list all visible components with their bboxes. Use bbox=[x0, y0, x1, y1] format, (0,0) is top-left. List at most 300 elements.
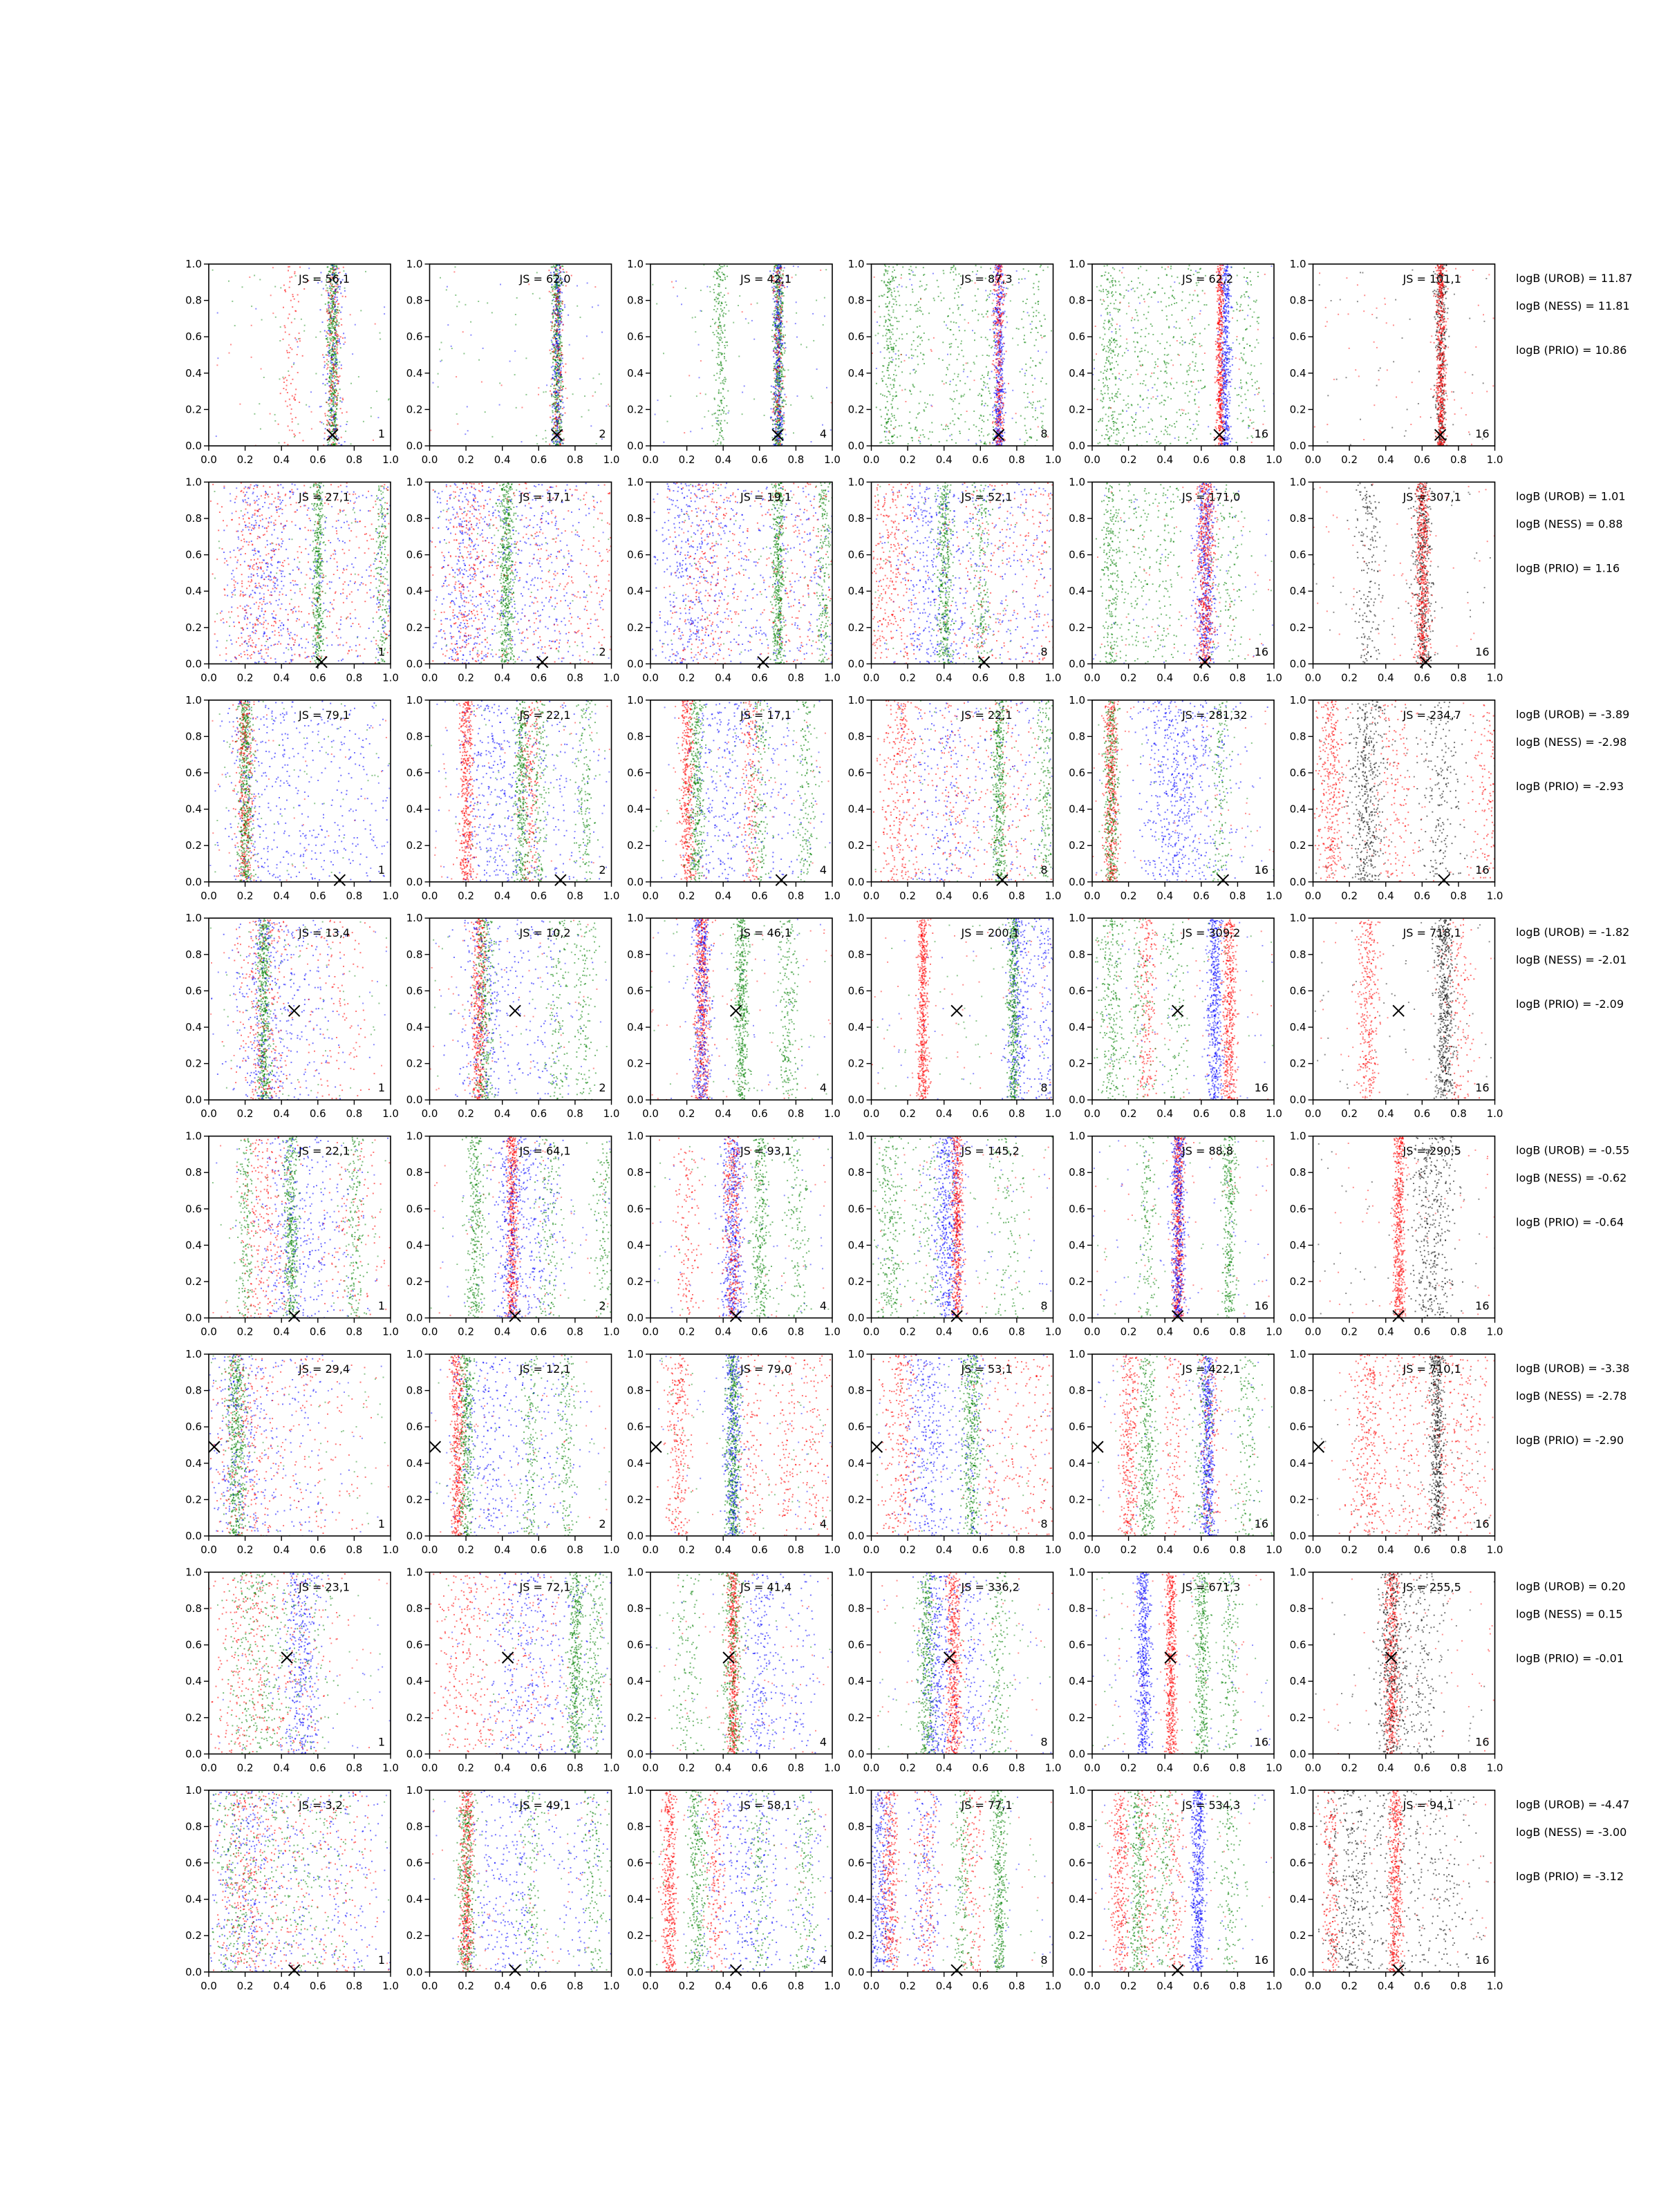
scatter-point bbox=[776, 341, 777, 342]
scatter-point bbox=[727, 422, 728, 424]
scatter-point bbox=[1024, 444, 1026, 445]
scatter-point bbox=[927, 403, 928, 404]
scatter-point bbox=[940, 292, 941, 294]
scatter-point bbox=[327, 383, 328, 384]
scatter-point bbox=[328, 293, 329, 294]
scatter-point bbox=[718, 348, 719, 350]
scatter-point bbox=[947, 426, 948, 427]
scatter-point bbox=[943, 270, 944, 272]
scatter-point bbox=[912, 355, 914, 357]
scatter-point bbox=[1001, 396, 1002, 397]
scatter-point bbox=[376, 391, 377, 392]
x-tick-label: 0.8 bbox=[787, 453, 804, 466]
scatter-point bbox=[335, 402, 336, 403]
scatter-point bbox=[1005, 327, 1006, 328]
scatter-point bbox=[684, 432, 685, 433]
scatter-point bbox=[776, 421, 777, 422]
scatter-point bbox=[724, 330, 726, 331]
scatter-point bbox=[332, 419, 334, 420]
scatter-point bbox=[328, 442, 329, 443]
scatter-point bbox=[558, 304, 559, 306]
scatter-point bbox=[327, 320, 328, 321]
scatter-point bbox=[1040, 335, 1042, 336]
scatter-point bbox=[332, 307, 333, 308]
scatter-point bbox=[1003, 299, 1004, 301]
scatter-point bbox=[997, 409, 998, 411]
scatter-point bbox=[882, 335, 883, 337]
scatter-point bbox=[934, 300, 935, 301]
scatter-point bbox=[994, 397, 995, 398]
scatter-point bbox=[784, 353, 785, 354]
scatter-point bbox=[343, 332, 344, 334]
scatter-point bbox=[894, 370, 896, 371]
scatter-point bbox=[336, 317, 337, 319]
scatter-point bbox=[881, 424, 882, 426]
x-tick-label: 0.6 bbox=[310, 453, 326, 466]
scatter-point bbox=[333, 317, 335, 318]
scatter-point bbox=[297, 341, 298, 342]
scatter-point bbox=[891, 413, 892, 415]
scatter-point bbox=[889, 301, 890, 303]
scatter-point bbox=[996, 268, 997, 270]
scatter-point bbox=[556, 379, 558, 380]
scatter-point bbox=[329, 403, 330, 404]
scatter-point bbox=[560, 306, 561, 307]
scatter-point bbox=[700, 360, 702, 362]
scatter-point bbox=[336, 374, 337, 375]
scatter-point bbox=[553, 306, 554, 308]
scatter-point bbox=[885, 270, 886, 271]
scatter-point bbox=[888, 345, 889, 346]
scatter-point bbox=[957, 359, 958, 360]
scatter-point bbox=[712, 319, 713, 320]
scatter-point bbox=[337, 376, 338, 377]
scatter-point bbox=[341, 324, 342, 326]
scatter-point bbox=[784, 370, 785, 371]
scatter-point bbox=[985, 337, 986, 338]
scatter-point bbox=[963, 395, 964, 397]
scatter-point bbox=[556, 286, 558, 288]
scatter-point bbox=[336, 391, 337, 392]
scatter-point bbox=[560, 408, 561, 409]
scatter-point bbox=[781, 371, 782, 373]
scatter-point bbox=[550, 391, 551, 392]
scatter-point bbox=[778, 291, 779, 292]
scatter-point bbox=[330, 379, 332, 380]
scatter-point bbox=[1001, 368, 1002, 369]
scatter-point bbox=[996, 328, 997, 330]
scatter-point bbox=[992, 415, 993, 416]
scatter-point bbox=[909, 411, 910, 413]
scatter-point bbox=[728, 310, 729, 312]
scatter-point bbox=[993, 427, 994, 428]
scatter-point bbox=[315, 373, 317, 375]
scatter-point bbox=[983, 415, 984, 417]
scatter-point bbox=[721, 311, 722, 312]
scatter-point bbox=[891, 349, 892, 350]
scatter-point bbox=[978, 314, 980, 315]
scatter-point bbox=[714, 323, 715, 324]
scatter-point bbox=[286, 379, 288, 381]
scatter-point bbox=[898, 321, 899, 322]
scatter-point bbox=[571, 275, 572, 276]
scatter-point bbox=[912, 369, 914, 371]
scatter-point bbox=[954, 297, 955, 299]
scatter-point bbox=[912, 384, 914, 385]
scatter-point bbox=[288, 357, 290, 359]
scatter-point bbox=[334, 269, 335, 270]
scatter-point bbox=[239, 404, 241, 405]
scatter-point bbox=[291, 409, 292, 410]
scatter-point bbox=[465, 304, 466, 306]
scatter-point bbox=[344, 288, 346, 289]
scatter-point bbox=[957, 346, 959, 348]
scatter-point bbox=[1000, 423, 1001, 424]
scatter-point bbox=[289, 281, 290, 283]
scatter-point bbox=[994, 311, 995, 312]
scatter-point bbox=[894, 343, 895, 344]
scatter-point bbox=[995, 409, 997, 411]
scatter-point bbox=[995, 320, 996, 321]
scatter-point bbox=[563, 269, 564, 270]
scatter-point bbox=[1026, 433, 1027, 434]
scatter-point bbox=[561, 318, 562, 319]
scatter-point bbox=[910, 373, 911, 375]
scatter-point bbox=[892, 334, 894, 335]
scatter-point bbox=[294, 399, 296, 400]
scatter-point bbox=[994, 294, 995, 295]
scatter-point bbox=[779, 424, 780, 426]
scatter-point bbox=[949, 344, 950, 345]
scatter-point bbox=[334, 377, 335, 379]
scatter-point bbox=[559, 416, 561, 418]
scatter-point bbox=[782, 368, 784, 369]
scatter-point bbox=[339, 322, 340, 324]
scatter-point bbox=[886, 428, 888, 429]
scatter-point bbox=[1001, 419, 1002, 420]
scatter-point bbox=[335, 385, 336, 386]
scatter-point bbox=[882, 365, 883, 366]
scatter-point bbox=[775, 388, 776, 389]
scatter-point bbox=[718, 294, 720, 296]
scatter-point bbox=[722, 396, 724, 397]
scatter-point bbox=[781, 317, 782, 319]
scatter-point bbox=[1005, 392, 1006, 393]
scatter-point bbox=[556, 362, 557, 363]
scatter-point bbox=[559, 346, 561, 348]
scatter-point bbox=[321, 294, 322, 296]
scatter-point bbox=[950, 354, 951, 355]
scatter-point bbox=[552, 357, 554, 359]
scatter-point bbox=[981, 431, 982, 433]
scatter-point bbox=[718, 345, 720, 346]
scatter-point bbox=[325, 428, 326, 429]
scatter-point bbox=[963, 356, 964, 357]
scatter-point bbox=[552, 378, 554, 379]
scatter-point bbox=[342, 337, 344, 339]
scatter-point bbox=[1039, 400, 1040, 402]
scatter-point bbox=[499, 382, 500, 384]
scatter-point bbox=[329, 335, 330, 336]
scatter-point bbox=[1001, 292, 1002, 293]
scatter-point bbox=[890, 394, 891, 395]
scatter-point bbox=[339, 286, 341, 288]
scatter-point bbox=[776, 303, 777, 305]
scatter-point bbox=[652, 284, 653, 285]
scatter-point bbox=[525, 357, 527, 359]
scatter-point bbox=[722, 266, 723, 268]
scatter-point bbox=[953, 420, 954, 422]
scatter-point bbox=[892, 406, 893, 408]
scatter-point bbox=[776, 315, 778, 316]
scatter-point bbox=[892, 271, 893, 272]
scatter-point bbox=[552, 395, 553, 396]
scatter-point bbox=[559, 387, 560, 388]
scatter-point bbox=[331, 324, 332, 325]
scatter-point bbox=[772, 324, 774, 326]
scatter-point bbox=[491, 436, 493, 438]
scatter-point bbox=[937, 280, 938, 281]
scatter-point bbox=[329, 429, 330, 431]
scatter-point bbox=[516, 297, 518, 299]
scatter-point bbox=[973, 362, 975, 363]
scatter-point bbox=[333, 355, 335, 357]
scatter-point bbox=[816, 300, 817, 301]
scatter-point bbox=[274, 414, 276, 415]
scatter-point bbox=[895, 277, 897, 279]
scatter-point bbox=[326, 379, 327, 380]
scatter-point bbox=[332, 342, 334, 344]
scatter-point bbox=[554, 294, 555, 295]
scatter-point bbox=[886, 332, 888, 334]
scatter-point bbox=[781, 336, 782, 337]
scatter-point bbox=[980, 267, 982, 268]
scatter-point bbox=[337, 383, 339, 384]
scatter-point bbox=[770, 417, 771, 418]
scatter-point bbox=[331, 420, 332, 421]
scatter-point bbox=[1018, 328, 1020, 330]
scatter-point bbox=[553, 388, 554, 389]
scatter-point bbox=[888, 314, 889, 315]
scatter-point bbox=[553, 391, 554, 393]
scatter-point bbox=[551, 378, 552, 379]
scatter-point bbox=[335, 306, 336, 307]
scatter-point bbox=[778, 429, 779, 430]
scatter-point bbox=[332, 376, 334, 377]
scatter-point bbox=[338, 438, 339, 439]
scatter-point bbox=[715, 418, 717, 419]
scatter-point bbox=[565, 413, 566, 414]
scatter-point bbox=[560, 444, 561, 445]
scatter-point bbox=[554, 335, 555, 337]
scatter-point bbox=[980, 441, 982, 442]
scatter-point bbox=[993, 328, 994, 330]
scatter-point bbox=[335, 327, 336, 328]
scatter-point bbox=[1002, 418, 1004, 419]
scatter-point bbox=[775, 322, 776, 324]
scatter-point bbox=[880, 409, 881, 411]
scatter-point bbox=[525, 394, 527, 395]
scatter-point bbox=[918, 440, 919, 441]
scatter-point bbox=[950, 269, 952, 270]
scatter-point bbox=[772, 419, 774, 420]
scatter-point bbox=[824, 297, 825, 299]
scatter-point bbox=[892, 299, 894, 300]
scatter-point bbox=[996, 375, 997, 376]
scatter-point bbox=[552, 314, 554, 315]
scatter-point bbox=[787, 286, 788, 288]
scatter-point bbox=[330, 343, 331, 344]
scatter-point bbox=[954, 398, 955, 400]
scatter-point bbox=[557, 406, 559, 408]
scatter-point bbox=[889, 283, 890, 285]
scatter-point bbox=[959, 433, 961, 434]
scatter-point bbox=[893, 384, 894, 386]
scatter-point bbox=[985, 403, 986, 404]
scatter-point bbox=[997, 268, 999, 270]
scatter-point bbox=[554, 347, 555, 348]
scatter-point bbox=[996, 441, 997, 442]
scatter-point bbox=[718, 292, 720, 294]
scatter-point bbox=[778, 408, 780, 409]
scatter-point bbox=[294, 299, 295, 300]
scatter-point bbox=[895, 365, 897, 366]
scatter-point bbox=[986, 339, 988, 340]
scatter-point bbox=[332, 328, 334, 329]
scatter-point bbox=[329, 285, 330, 287]
scatter-point bbox=[964, 330, 966, 331]
scatter-point bbox=[559, 268, 561, 269]
scatter-point bbox=[778, 382, 780, 384]
scatter-point bbox=[447, 324, 449, 326]
scatter-point bbox=[556, 384, 557, 386]
scatter-point bbox=[919, 443, 921, 444]
scatter-point bbox=[912, 289, 913, 290]
scatter-point bbox=[996, 391, 997, 393]
scatter-point bbox=[550, 386, 552, 387]
scatter-point bbox=[987, 375, 988, 376]
scatter-point bbox=[952, 409, 953, 410]
scatter-point bbox=[491, 312, 493, 313]
scatter-point bbox=[1033, 287, 1034, 288]
scatter-point bbox=[552, 266, 554, 268]
scatter-point bbox=[1040, 381, 1042, 382]
y-tick-label: 0.2 bbox=[406, 403, 423, 415]
scatter-point bbox=[554, 344, 556, 346]
scatter-point bbox=[259, 279, 261, 281]
scatter-point bbox=[926, 284, 928, 285]
scatter-point bbox=[216, 364, 218, 366]
scatter-point bbox=[778, 420, 780, 421]
scatter-point bbox=[331, 362, 332, 364]
scatter-point bbox=[776, 408, 778, 409]
scatter-point bbox=[332, 423, 333, 424]
scatter-point bbox=[718, 414, 720, 415]
scatter-point bbox=[887, 401, 888, 402]
scatter-point bbox=[718, 389, 720, 391]
scatter-point bbox=[713, 441, 714, 442]
scatter-point bbox=[990, 268, 991, 270]
scatter-point bbox=[290, 300, 292, 301]
scatter-point bbox=[890, 384, 891, 386]
scatter-point bbox=[778, 333, 780, 335]
scatter-point bbox=[914, 386, 915, 388]
scatter-point bbox=[938, 296, 939, 297]
scatter-point bbox=[274, 420, 276, 422]
scatter-point bbox=[1020, 439, 1021, 440]
scatter-point bbox=[982, 400, 983, 402]
scatter-point bbox=[917, 326, 918, 328]
scatter-point bbox=[337, 346, 338, 348]
scatter-point bbox=[917, 364, 919, 365]
scatter-point bbox=[1035, 407, 1036, 409]
scatter-point bbox=[332, 397, 333, 399]
scatter-point bbox=[327, 415, 328, 416]
scatter-point bbox=[910, 273, 911, 274]
scatter-point bbox=[594, 391, 596, 393]
scatter-point bbox=[1030, 357, 1031, 359]
scatter-point bbox=[706, 286, 708, 288]
scatter-point bbox=[330, 328, 332, 329]
scatter-point bbox=[893, 288, 894, 289]
scatter-point bbox=[998, 308, 1000, 310]
scatter-point bbox=[1030, 429, 1031, 430]
scatter-point bbox=[774, 402, 775, 403]
scatter-point bbox=[974, 364, 975, 365]
scatter-point bbox=[718, 424, 720, 426]
scatter-point bbox=[545, 441, 547, 442]
scatter-point bbox=[556, 391, 558, 393]
scatter-point bbox=[995, 316, 997, 317]
scatter-point bbox=[892, 435, 893, 437]
scatter-point bbox=[785, 404, 787, 405]
scatter-point bbox=[713, 292, 715, 293]
scatter-point bbox=[911, 357, 912, 359]
scatter-point bbox=[780, 381, 781, 382]
scatter-point bbox=[560, 300, 561, 301]
scatter-point bbox=[989, 414, 991, 415]
scatter-point bbox=[953, 391, 955, 392]
scatter-point bbox=[775, 399, 776, 400]
scatter-point bbox=[1025, 430, 1027, 431]
scatter-point bbox=[776, 424, 777, 425]
scatter-point bbox=[559, 321, 561, 322]
scatter-point bbox=[782, 315, 784, 317]
scatter-point bbox=[894, 396, 896, 397]
scatter-point bbox=[560, 266, 561, 268]
scatter-point bbox=[713, 334, 715, 335]
scatter-point bbox=[331, 317, 332, 319]
scatter-point bbox=[775, 396, 776, 397]
scatter-point bbox=[282, 377, 283, 378]
scatter-point bbox=[463, 353, 465, 355]
scatter-point bbox=[988, 371, 989, 373]
scatter-point bbox=[724, 383, 725, 384]
scatter-point bbox=[1040, 413, 1042, 414]
scatter-point bbox=[964, 394, 965, 395]
scatter-point bbox=[557, 353, 559, 354]
scatter-point bbox=[994, 352, 995, 353]
sample-count-label: 2 bbox=[599, 427, 606, 440]
scatter-point bbox=[557, 409, 559, 411]
scatter-point bbox=[981, 404, 982, 406]
scatter-point bbox=[955, 268, 956, 269]
scatter-point bbox=[884, 347, 885, 348]
scatter-point bbox=[720, 371, 721, 373]
scatter-point bbox=[780, 341, 781, 342]
scatter-point bbox=[554, 368, 556, 370]
scatter-point bbox=[657, 400, 659, 401]
